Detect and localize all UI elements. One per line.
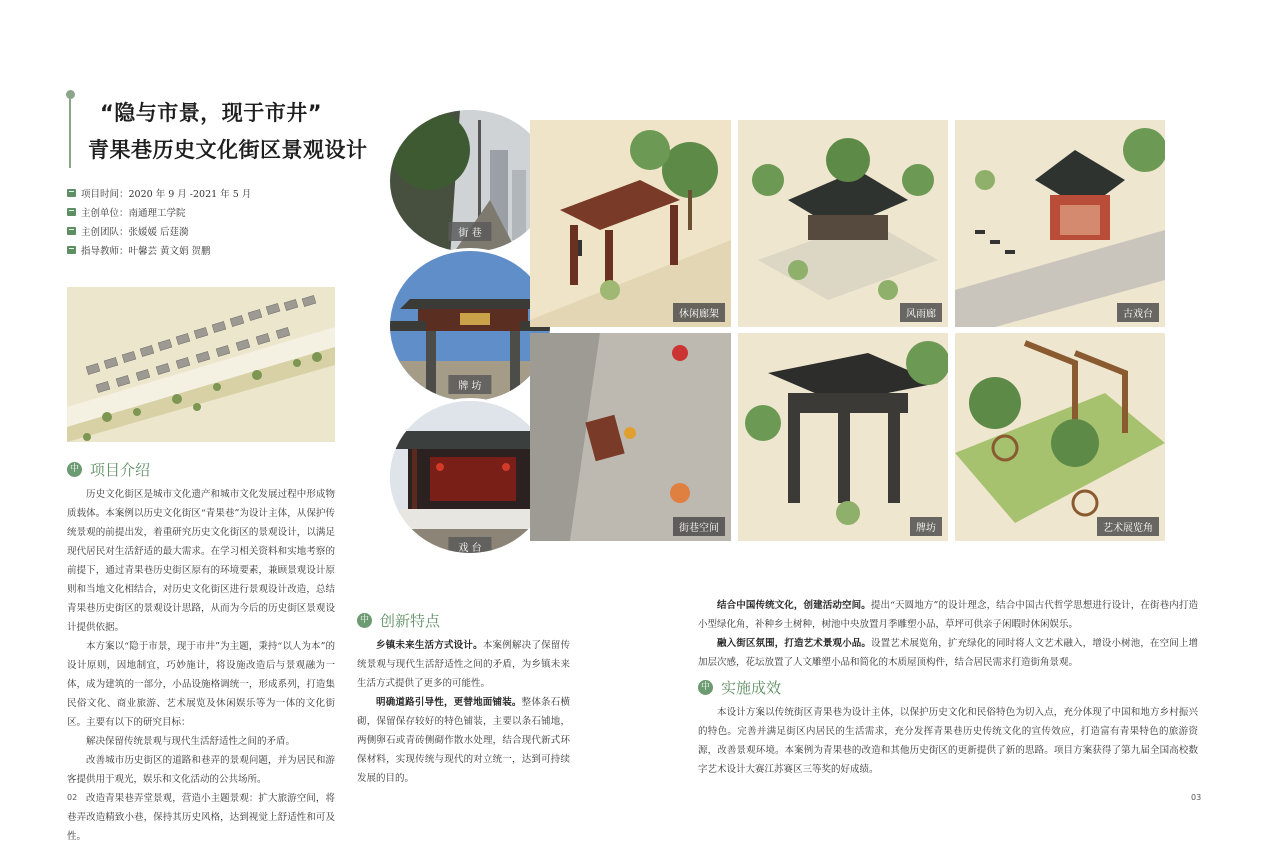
section-head-intro	[67, 459, 150, 480]
culture-item: 融入街区氛围，打造艺术景观小品。设置艺术展览角，扩充绿化的同时将人文艺术融入，增设小树池，在空间上增加层次感，花坛放置了人文雕塑小品和简化的木质屋顶构件，结合居民需求打造街角景观。	[698, 638, 1198, 668]
innovation-item: 明确道路引导性，更替地面铺装。整体条石横砌，保留保存较好的特色铺装，主要以条石铺地，两侧卵石或青砖侧砌作散水处理，结合现代新式环保材料，实现传统与现代的对立统一，达到可持续发展的目的。	[357, 697, 570, 784]
photo-archway	[387, 248, 553, 404]
section-head-innovation	[357, 610, 440, 631]
panel-label-pergola: 休闲廊架	[673, 303, 725, 322]
panel-pergola	[530, 120, 731, 327]
result-body	[698, 703, 1198, 779]
section-title-intro: 项目介绍	[90, 461, 151, 479]
section-title-result: 实施成效	[721, 679, 782, 697]
page-number-right: 03	[1191, 793, 1202, 802]
panel-archway	[738, 333, 948, 541]
panel-label-street-space: 街巷空间	[673, 517, 725, 536]
section-icon: 中	[698, 680, 713, 695]
meta-row-advisor: 指导教师：叶馨芸 黄文娟 贺鹏	[67, 240, 347, 259]
photo-street-lane	[387, 107, 553, 255]
panel-old-stage	[955, 120, 1165, 327]
intro-body	[67, 485, 335, 846]
panel-street-space	[530, 333, 731, 541]
intro-paragraph: 改造青果巷弄堂景观，营造小主题景观：扩大旅游空间，将巷弄改造精致小巷，保持其历史风格，达到视觉上舒适性和可及性。	[67, 793, 335, 842]
section-icon: 中	[357, 613, 372, 628]
panel-corridor	[738, 120, 948, 327]
panel-label-archway: 牌坊	[910, 517, 942, 536]
panel-art-corner	[955, 333, 1165, 541]
bullet-icon	[67, 208, 76, 216]
page-number-left: 02	[67, 793, 78, 802]
panel-label-old-stage: 古戏台	[1117, 303, 1159, 322]
intro-paragraph: 历史文化街区是城市文化遗产和城市文化发展过程中形成物质载体。本案例以历史文化街区“青果巷”为设计主体，从保护传统景观的前提出发，着重研究历史文化街区的景观设计，以满足现代居民对生活舒适的最大需求。在学习相关资料和实地考察的前提下，通过青果巷历史街区原有的环境要素，兼顾景观设计原则和当地文化相结合，对历史文化街区进行景观设计改造，总结青果巷历史街区的景观设计思路，从而为今后的历史街区景观设计提供依据。	[67, 489, 335, 633]
innovation-body	[357, 636, 570, 788]
culture-item: 结合中国传统文化，创建活动空间。提出“天圆地方”的设计理念，结合中国古代哲学思想进行设计，在街巷内打造小型绿化角，补种乡土树种，树池中央放置月季雕塑小品，草坪可供亲子闲暇时休闲娱乐。	[698, 600, 1198, 630]
photo-stage	[387, 398, 553, 556]
section-icon: 中	[67, 462, 82, 477]
meta-row-team: 主创团队：张媛媛 后莛漪	[67, 221, 347, 240]
photo-label-archway: 牌 坊	[448, 375, 491, 394]
page-title-line2: 青果巷历史文化街区景观设计	[88, 138, 368, 162]
panel-label-art-corner: 艺术展览角	[1097, 517, 1159, 536]
title-accent-bar	[69, 96, 71, 168]
photo-label-street: 街 巷	[448, 222, 491, 241]
section-head-result	[698, 677, 781, 698]
intro-paragraph: 本方案以“隐于市景，现于市井”为主题，秉持“以人为本”的设计原则，因地制宜，巧妙施计，将设施改造后与景观融为一体，成为建筑的一部分，小品设施格调统一，形成系列，打造集民俗文化、商业旅游、艺术展览及休闲娱乐等为一体的文化街区。主要有以下的研究目标：	[67, 641, 335, 728]
bullet-icon	[67, 227, 76, 235]
result-paragraph: 本设计方案以传统街区青果巷为设计主体，以保护历史文化和民俗特色为切入点，充分体现了中国和地方乡村振兴的特色。完善并满足街区内居民的生活需求，充分发挥青果巷历史传统文化的宣传效应，打造富有青果特色的旅游资源，改善景观环境。本案例为青果巷的改造和其他历史街区的更新提供了新的思路。项目方案获得了第九届全国高校数字艺术设计大赛江苏赛区三等奖的好成绩。	[698, 707, 1198, 775]
section-title-innovation: 创新特点	[380, 612, 441, 630]
photo-label-stage: 戏 台	[448, 537, 491, 556]
panel-label-corridor: 风雨廊	[900, 303, 942, 322]
meta-row-time: 项目时间：2020 年 9 月 -2021 年 5 月	[67, 183, 347, 202]
intro-paragraph: 解决保留传统景观与现代生活舒适性之间的矛盾。	[86, 736, 296, 747]
intro-paragraph: 改善城市历史街区的道路和巷弄的景观问题，并为居民和游客提供用于观光，娱乐和文化活动的公共场所。	[67, 755, 335, 785]
bullet-icon	[67, 189, 76, 197]
project-meta	[67, 183, 347, 259]
page-title-line1: “隐与市景，现于市井”	[100, 101, 323, 125]
culture-body	[698, 596, 1198, 672]
bullet-icon	[67, 246, 76, 254]
site-plan-image	[67, 287, 335, 442]
innovation-item: 乡镇未来生活方式设计。本案例解决了保留传统景观与现代生活舒适性之间的矛盾，为乡镇未来生活方式提供了更多的可能性。	[357, 640, 570, 689]
meta-row-unit: 主创单位：南通理工学院	[67, 202, 347, 221]
